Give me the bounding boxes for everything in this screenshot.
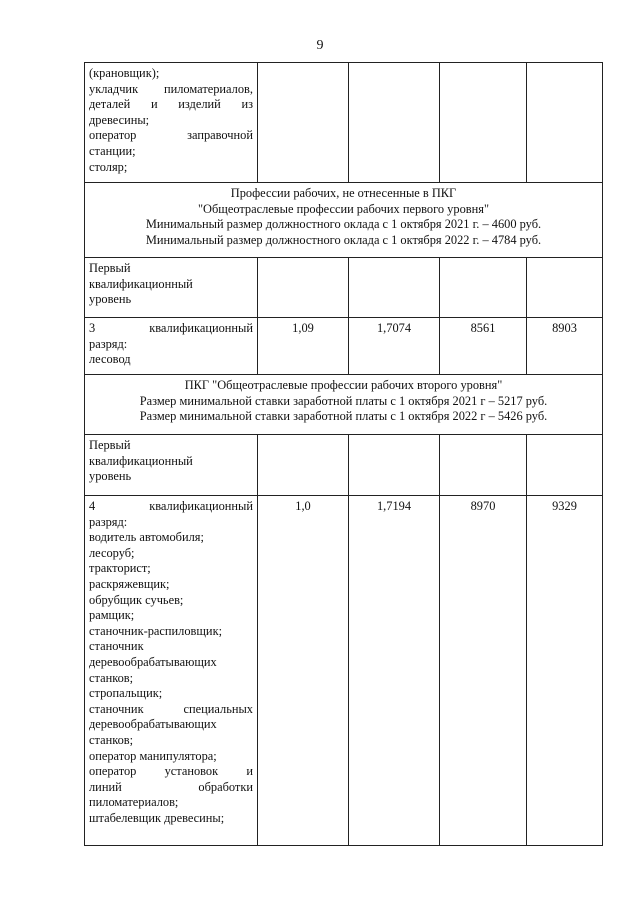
coefficient-cell [258, 63, 349, 183]
coefficient-cell [258, 435, 349, 496]
multiplier-cell: 1,7194 [349, 496, 440, 846]
page-number: 9 [316, 38, 324, 53]
salary-2021-cell [440, 258, 527, 318]
salary-2021-cell: 8561 [440, 318, 527, 375]
table-row [85, 63, 603, 183]
coefficient-cell [258, 258, 349, 318]
level-cell: Первый квалификационный уровень [85, 258, 258, 318]
level-cell: Первый квалификационный уровень [85, 435, 258, 496]
group-header-row [85, 375, 603, 435]
profession-cell: 4 квалификационный разряд: водитель автомобиля; лесоруб; тракторист; раскряжевщик; обрубщик сучьев; рамщик; станочник-распиловщик; станочник деревообрабатывающих станков; стропальщик; станочник специальных деревообрабатывающих станков; оператор манипулятора; оператор установок и линий обработки пиломатериалов; штабелевщик древесины; [85, 496, 258, 846]
group-header: Профессии рабочих, не отнесенные в ПКГ "Общеотраслевые профессии рабочих первого уровня" Минимальный размер должностного оклада с 1 октября 2021 г. – 4600 руб. Минимальный размер должностного оклада с 1 октября 2022 г. – 4784 руб. [85, 183, 603, 258]
multiplier-cell: 1,7074 [349, 318, 440, 375]
salary-2021-cell [440, 63, 527, 183]
group-header-row [85, 183, 603, 258]
salary-2022-cell [527, 258, 603, 318]
coefficient-cell: 1,09 [258, 318, 349, 375]
table-row [85, 496, 603, 846]
coefficient-cell: 1,0 [258, 496, 349, 846]
salary-2021-cell: 8970 [440, 496, 527, 846]
table-row [85, 258, 603, 318]
salary-table [84, 62, 603, 846]
multiplier-cell [349, 63, 440, 183]
salary-2022-cell [527, 435, 603, 496]
multiplier-cell [349, 435, 440, 496]
profession-cell: (крановщик); укладчик пиломатериалов, деталей и изделий из древесины; оператор заправочной станции; столяр; [85, 63, 258, 183]
salary-2022-cell [527, 63, 603, 183]
table-row [85, 318, 603, 375]
salary-2022-cell: 8903 [527, 318, 603, 375]
group-header: ПКГ "Общеотраслевые профессии рабочих второго уровня" Размер минимальной ставки заработной платы с 1 октября 2021 г – 5217 руб. Размер минимальной ставки заработной платы с 1 октября 2022 г – 5426 руб. [85, 375, 603, 435]
profession-cell: 3 квалификационный разряд: лесовод [85, 318, 258, 375]
salary-2021-cell [440, 435, 527, 496]
multiplier-cell [349, 258, 440, 318]
salary-2022-cell: 9329 [527, 496, 603, 846]
table-row [85, 435, 603, 496]
